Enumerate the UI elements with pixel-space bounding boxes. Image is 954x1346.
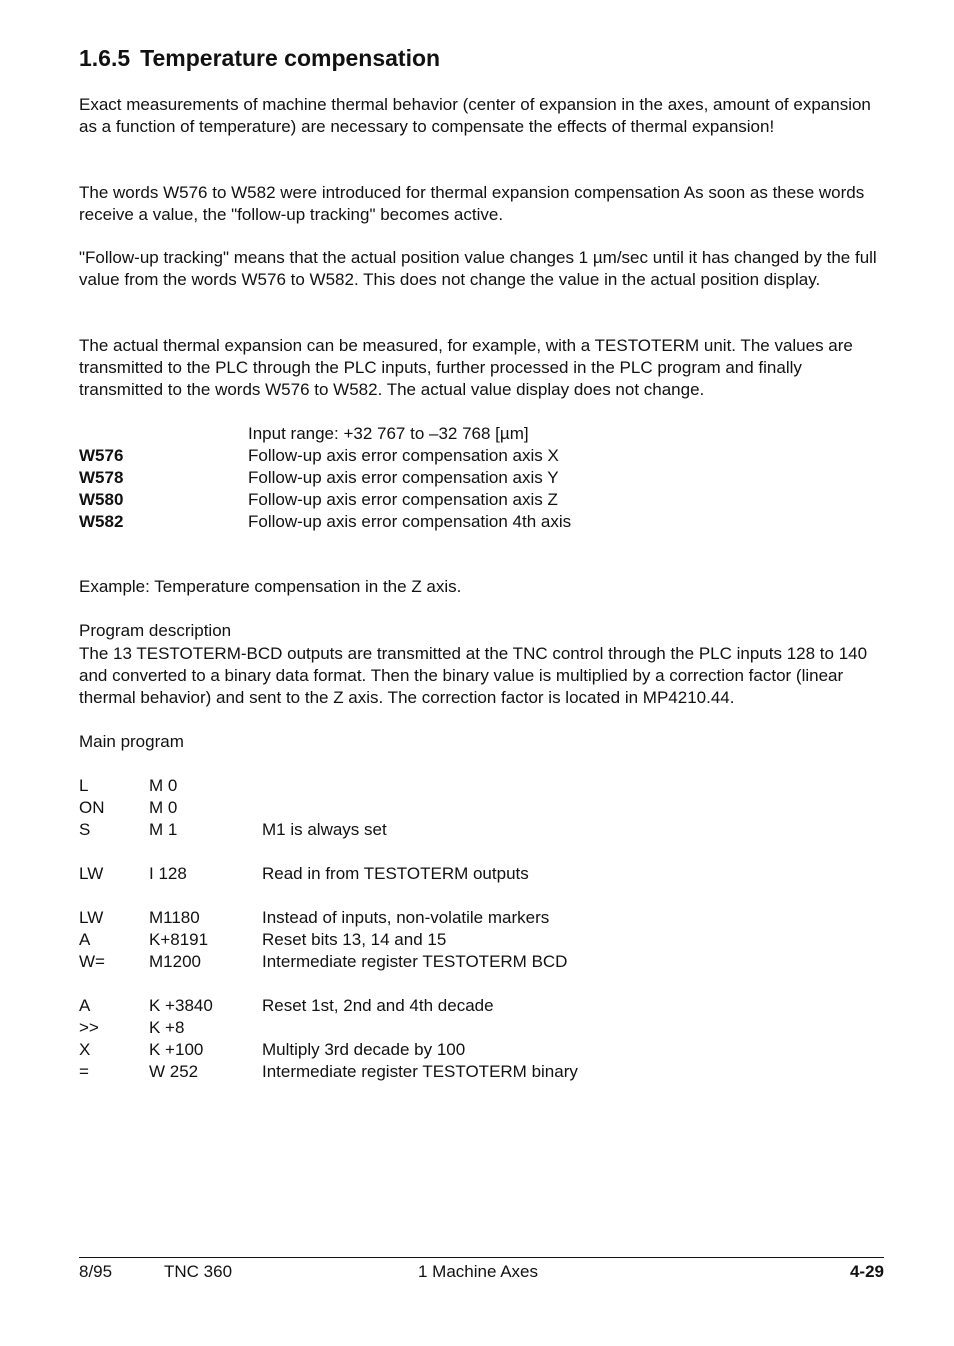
program-op: S (79, 820, 91, 839)
word-description: Follow-up axis error compensation axis Z (248, 490, 558, 509)
program-op: X (79, 1040, 91, 1059)
program-op: L (79, 776, 89, 795)
program-arg: W 252 (149, 1062, 199, 1081)
section-title (79, 44, 440, 72)
program-line (79, 863, 779, 885)
program-description-text: The 13 TESTOTERM-BCD outputs are transmitted at the TNC control through the PLC inputs 128 to 140 and converted to a binary data format. Then the binary value is multiplied by a correction factor (linear thermal behavior) and sent to the Z axis. The correction factor is located in MP4210.44. (79, 644, 868, 707)
program-arg: K +8 (149, 1018, 185, 1037)
program-arg: M 1 (149, 820, 178, 839)
program-line (79, 775, 779, 797)
program-line (79, 907, 779, 929)
program-line (79, 819, 779, 841)
section-title-text: Temperature compensation (140, 45, 441, 71)
program-arg: M 0 (149, 798, 178, 817)
example-line: Example: Temperature compensation in the Z axis. (79, 577, 462, 596)
footer-chapter: 1 Machine Axes (418, 1262, 539, 1281)
program-line (79, 1061, 779, 1083)
word-table-range-row (79, 423, 779, 445)
program-description-heading: Program description (79, 621, 232, 640)
program-comment: Read in from TESTOTERM outputs (262, 864, 529, 883)
program-op: = (79, 1062, 89, 1081)
program-comment: Instead of inputs, non-volatile markers (262, 908, 550, 927)
paragraph-testoterm: The actual thermal expansion can be measured, for example, with a TESTOTERM unit. The values are transmitted to the PLC through the PLC inputs, further processed in the PLC program and finally transmitted to the words W576 to W582. The actual value display does not change. (79, 336, 853, 399)
program-comment: Reset bits 13, 14 and 15 (262, 930, 447, 949)
word-code: W582 (79, 512, 124, 531)
word-table-row (79, 489, 779, 511)
program-arg: M1200 (149, 952, 201, 971)
program-line (79, 797, 779, 819)
program-line (79, 929, 779, 951)
program-op: >> (79, 1018, 99, 1037)
word-description: Follow-up axis error compensation axis Y (248, 468, 559, 487)
program-op: LW (79, 908, 104, 927)
program-arg: K+8191 (149, 930, 209, 949)
word-description: Follow-up axis error compensation axis X (248, 446, 559, 465)
program-op: W= (79, 952, 105, 971)
word-table (79, 423, 779, 533)
word-table-row (79, 467, 779, 489)
footer-date: 8/95 (79, 1262, 113, 1281)
word-table-row (79, 445, 779, 467)
program-line (79, 1039, 779, 1061)
footer-divider (79, 1257, 884, 1258)
program-op: LW (79, 864, 104, 883)
word-description: Follow-up axis error compensation 4th axis (248, 512, 572, 531)
word-code: W576 (79, 446, 124, 465)
word-table-row (79, 511, 779, 533)
main-program-heading: Main program (79, 732, 184, 751)
footer-model: TNC 360 (164, 1262, 233, 1281)
section-number: 1.6.5 (79, 45, 131, 71)
program-arg: K +3840 (149, 996, 213, 1015)
program-line (79, 1017, 779, 1039)
program-line (79, 995, 779, 1017)
word-code: W580 (79, 490, 124, 509)
program-arg: M1180 (149, 908, 200, 927)
paragraph-intro: Exact measurements of machine thermal behavior (center of expansion in the axes, amount of expansion as a function of temperature) are necessary to compensate the effects of thermal expansion! (79, 95, 871, 136)
program-arg: M 0 (149, 776, 178, 795)
program-comment: Reset 1st, 2nd and 4th decade (262, 996, 494, 1015)
program-op: A (79, 996, 91, 1015)
input-range: Input range: +32 767 to –32 768 [µm] (248, 424, 529, 443)
program-comment: Multiply 3rd decade by 100 (262, 1040, 466, 1059)
program-comment: Intermediate register TESTOTERM binary (262, 1062, 578, 1081)
program-comment: Intermediate register TESTOTERM BCD (262, 952, 568, 971)
program-arg: K +100 (149, 1040, 204, 1059)
program-op: ON (79, 798, 105, 817)
word-code: W578 (79, 468, 124, 487)
program-comment: M1 is always set (262, 820, 387, 839)
page-number: 4-29 (849, 1262, 884, 1281)
program-listing (79, 775, 779, 1083)
paragraph-follow-up: "Follow-up tracking" means that the actual position value changes 1 µm/sec until it has changed by the full value from the words W576 to W582. This does not change the value in the actual position display. (79, 248, 877, 289)
paragraph-words: The words W576 to W582 were introduced for thermal expansion compensation As soon as these words receive a value, the "follow-up tracking" becomes active. (79, 183, 865, 224)
program-line (79, 951, 779, 973)
program-arg: I 128 (149, 864, 187, 883)
program-op: A (79, 930, 91, 949)
